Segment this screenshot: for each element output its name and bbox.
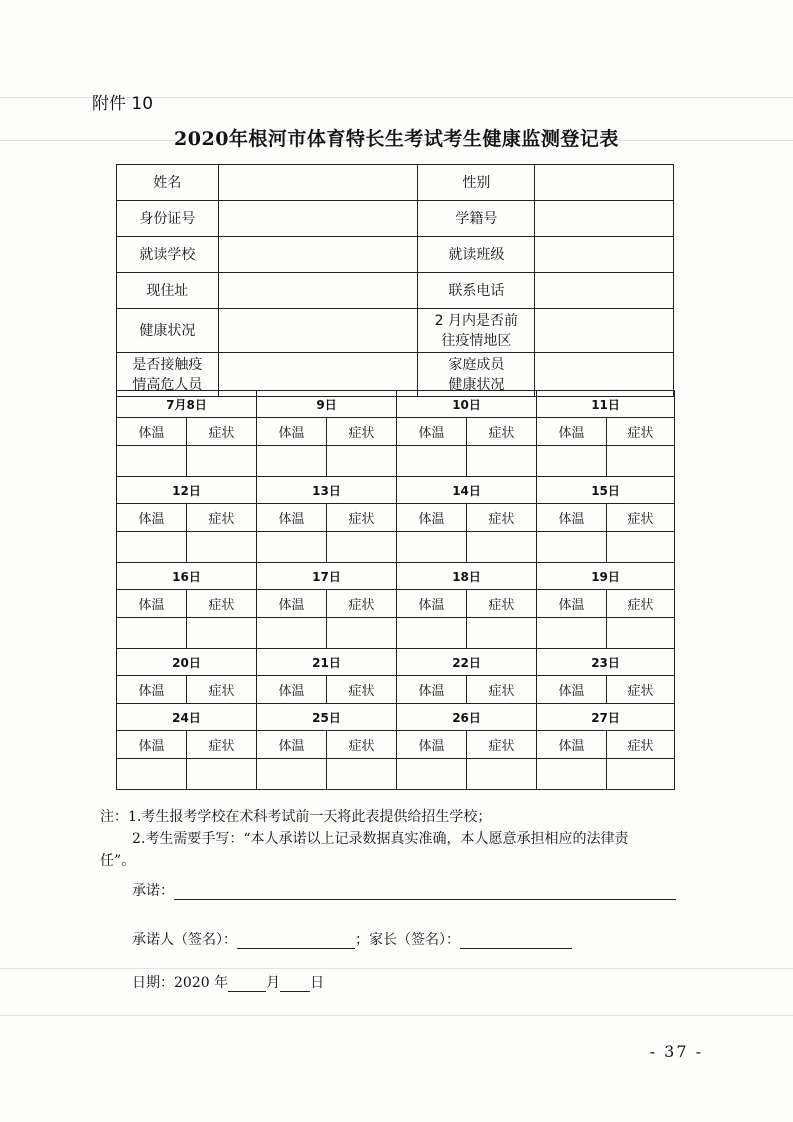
name-label: 姓名 — [117, 165, 219, 201]
month-label: 月 — [266, 975, 281, 991]
symptom-header: 症状 — [187, 590, 257, 618]
temperature-cell[interactable] — [257, 759, 327, 790]
date-label: 日期：2020 年 — [132, 975, 229, 991]
contact-label-line1: 是否接触疫 — [132, 356, 203, 373]
symptom-cell[interactable] — [607, 759, 675, 790]
student-no-field[interactable] — [535, 201, 674, 237]
day-header: 16日 — [117, 563, 257, 590]
symptom-cell[interactable] — [467, 532, 537, 563]
temperature-header: 体温 — [537, 676, 607, 704]
symptom-cell[interactable] — [607, 446, 675, 477]
symptom-header: 症状 — [327, 504, 397, 532]
day-header: 15日 — [537, 477, 675, 504]
day-header: 25日 — [257, 704, 397, 731]
temperature-header: 体温 — [397, 418, 467, 446]
day-header: 23日 — [537, 649, 675, 676]
day-header: 27日 — [537, 704, 675, 731]
day-header: 20日 — [117, 649, 257, 676]
temperature-cell[interactable] — [397, 618, 467, 649]
temperature-cell[interactable] — [257, 618, 327, 649]
symptom-header: 症状 — [607, 731, 675, 759]
day-header: 21日 — [257, 649, 397, 676]
symptom-header: 症状 — [607, 676, 675, 704]
symptom-header: 症状 — [607, 504, 675, 532]
phone-label: 联系电话 — [418, 273, 535, 309]
temperature-cell[interactable] — [117, 446, 187, 477]
temperature-cell[interactable] — [397, 759, 467, 790]
temperature-cell[interactable] — [117, 532, 187, 563]
pledger-label: 承诺人（签名）： — [132, 932, 237, 948]
symptom-cell[interactable] — [187, 759, 257, 790]
symptom-header: 症状 — [607, 590, 675, 618]
parent-label: ；家长（签名）： — [355, 932, 460, 948]
symptom-cell[interactable] — [327, 532, 397, 563]
symptom-cell[interactable] — [187, 532, 257, 563]
symptom-header: 症状 — [187, 504, 257, 532]
day-header: 22日 — [397, 649, 537, 676]
class-field[interactable] — [535, 237, 674, 273]
temperature-header: 体温 — [397, 731, 467, 759]
pledge-label: 承诺： — [132, 883, 174, 899]
attachment-label: 附件 10 — [92, 94, 154, 114]
day-header: 7月8日 — [117, 391, 257, 418]
symptom-cell[interactable] — [327, 446, 397, 477]
symptom-header: 症状 — [467, 504, 537, 532]
address-label: 现住址 — [117, 273, 219, 309]
temperature-header: 体温 — [257, 731, 327, 759]
temperature-cell[interactable] — [257, 446, 327, 477]
symptom-cell[interactable] — [467, 618, 537, 649]
day-header: 14日 — [397, 477, 537, 504]
temperature-header: 体温 — [397, 590, 467, 618]
symptom-cell[interactable] — [187, 446, 257, 477]
symptom-cell[interactable] — [467, 759, 537, 790]
address-field[interactable] — [218, 273, 418, 309]
temperature-header: 体温 — [117, 418, 187, 446]
travel-label — [418, 309, 535, 353]
temperature-header: 体温 — [257, 418, 327, 446]
temperature-cell[interactable] — [537, 532, 607, 563]
symptom-cell[interactable] — [467, 446, 537, 477]
temperature-cell[interactable] — [537, 759, 607, 790]
day-header: 18日 — [397, 563, 537, 590]
temperature-header: 体温 — [257, 590, 327, 618]
day-header: 11日 — [537, 391, 675, 418]
temperature-header: 体温 — [397, 504, 467, 532]
daily-monitoring-table — [116, 390, 675, 790]
id-number-label: 身份证号 — [117, 201, 219, 237]
symptom-header: 症状 — [467, 590, 537, 618]
travel-label-line1: 2 月内是否前 — [434, 312, 519, 329]
school-field[interactable] — [218, 237, 418, 273]
day-header: 12日 — [117, 477, 257, 504]
page-number: - 37 - — [649, 1042, 703, 1061]
temperature-cell[interactable] — [397, 532, 467, 563]
form-title: 2020年根河市体育特长生考试考生健康监测登记表 — [174, 128, 619, 150]
note-2-cont: 任”。 — [100, 853, 136, 869]
day-header: 26日 — [397, 704, 537, 731]
day-header: 17日 — [257, 563, 397, 590]
symptom-header: 症状 — [187, 676, 257, 704]
signature-row — [132, 929, 572, 949]
symptom-cell[interactable] — [607, 618, 675, 649]
symptom-header: 症状 — [327, 590, 397, 618]
phone-field[interactable] — [535, 273, 674, 309]
temperature-header: 体温 — [117, 504, 187, 532]
temperature-cell[interactable] — [117, 618, 187, 649]
school-label: 就读学校 — [117, 237, 219, 273]
note-1: 1.考生报考学校在术科考试前一天将此表提供给招生学校； — [128, 809, 492, 825]
day-header: 13日 — [257, 477, 397, 504]
month-field[interactable] — [228, 976, 266, 992]
parent-signature-field[interactable] — [460, 933, 572, 949]
note-2: 2.考生需要手写：“本人承诺以上记录数据真实准确，本人愿意承担相应的法律责 — [132, 831, 629, 847]
symptom-header: 症状 — [467, 731, 537, 759]
symptom-header: 症状 — [327, 418, 397, 446]
pledger-signature-field[interactable] — [237, 933, 355, 949]
date-row — [132, 972, 324, 992]
temperature-header: 体温 — [257, 504, 327, 532]
pledge-row — [132, 880, 676, 900]
day-header: 10日 — [397, 391, 537, 418]
temperature-header: 体温 — [117, 590, 187, 618]
class-label: 就读班级 — [418, 237, 535, 273]
symptom-header: 症状 — [607, 418, 675, 446]
symptom-header: 症状 — [327, 731, 397, 759]
temperature-header: 体温 — [397, 676, 467, 704]
name-field[interactable] — [218, 165, 418, 201]
contact-label-line2: 情高危人员 — [132, 376, 203, 393]
gender-field[interactable] — [535, 165, 674, 201]
symptom-header: 症状 — [187, 418, 257, 446]
symptom-cell[interactable] — [327, 618, 397, 649]
travel-field[interactable] — [535, 309, 674, 353]
temperature-header: 体温 — [537, 504, 607, 532]
temperature-header: 体温 — [257, 676, 327, 704]
gender-label: 性别 — [418, 165, 535, 201]
family-label-line2: 健康状况 — [448, 376, 505, 393]
symptom-cell[interactable] — [327, 759, 397, 790]
day-field[interactable] — [280, 976, 310, 992]
day-label: 日 — [310, 975, 325, 991]
student-no-label: 学籍号 — [418, 201, 535, 237]
health-field[interactable] — [218, 309, 418, 353]
temperature-cell[interactable] — [537, 618, 607, 649]
travel-label-line2: 往疫情地区 — [441, 332, 512, 349]
temperature-cell[interactable] — [537, 446, 607, 477]
temperature-header: 体温 — [117, 731, 187, 759]
health-label: 健康状况 — [117, 309, 219, 353]
temperature-header: 体温 — [537, 590, 607, 618]
temperature-cell[interactable] — [117, 759, 187, 790]
symptom-cell[interactable] — [607, 532, 675, 563]
temperature-header: 体温 — [537, 731, 607, 759]
temperature-cell[interactable] — [397, 446, 467, 477]
symptom-header: 症状 — [327, 676, 397, 704]
id-number-field[interactable] — [218, 201, 418, 237]
symptom-header: 症状 — [467, 418, 537, 446]
day-header: 19日 — [537, 563, 675, 590]
day-header: 9日 — [257, 391, 397, 418]
temperature-header: 体温 — [537, 418, 607, 446]
notes-prefix: 注： — [100, 809, 128, 825]
student-info-table — [116, 164, 674, 397]
notes-section — [100, 806, 710, 872]
temperature-header: 体温 — [117, 676, 187, 704]
symptom-header: 症状 — [467, 676, 537, 704]
day-header: 24日 — [117, 704, 257, 731]
symptom-cell[interactable] — [187, 618, 257, 649]
family-label-line1: 家庭成员 — [448, 356, 505, 373]
symptom-header: 症状 — [187, 731, 257, 759]
pledge-field[interactable] — [174, 884, 676, 900]
temperature-cell[interactable] — [257, 532, 327, 563]
